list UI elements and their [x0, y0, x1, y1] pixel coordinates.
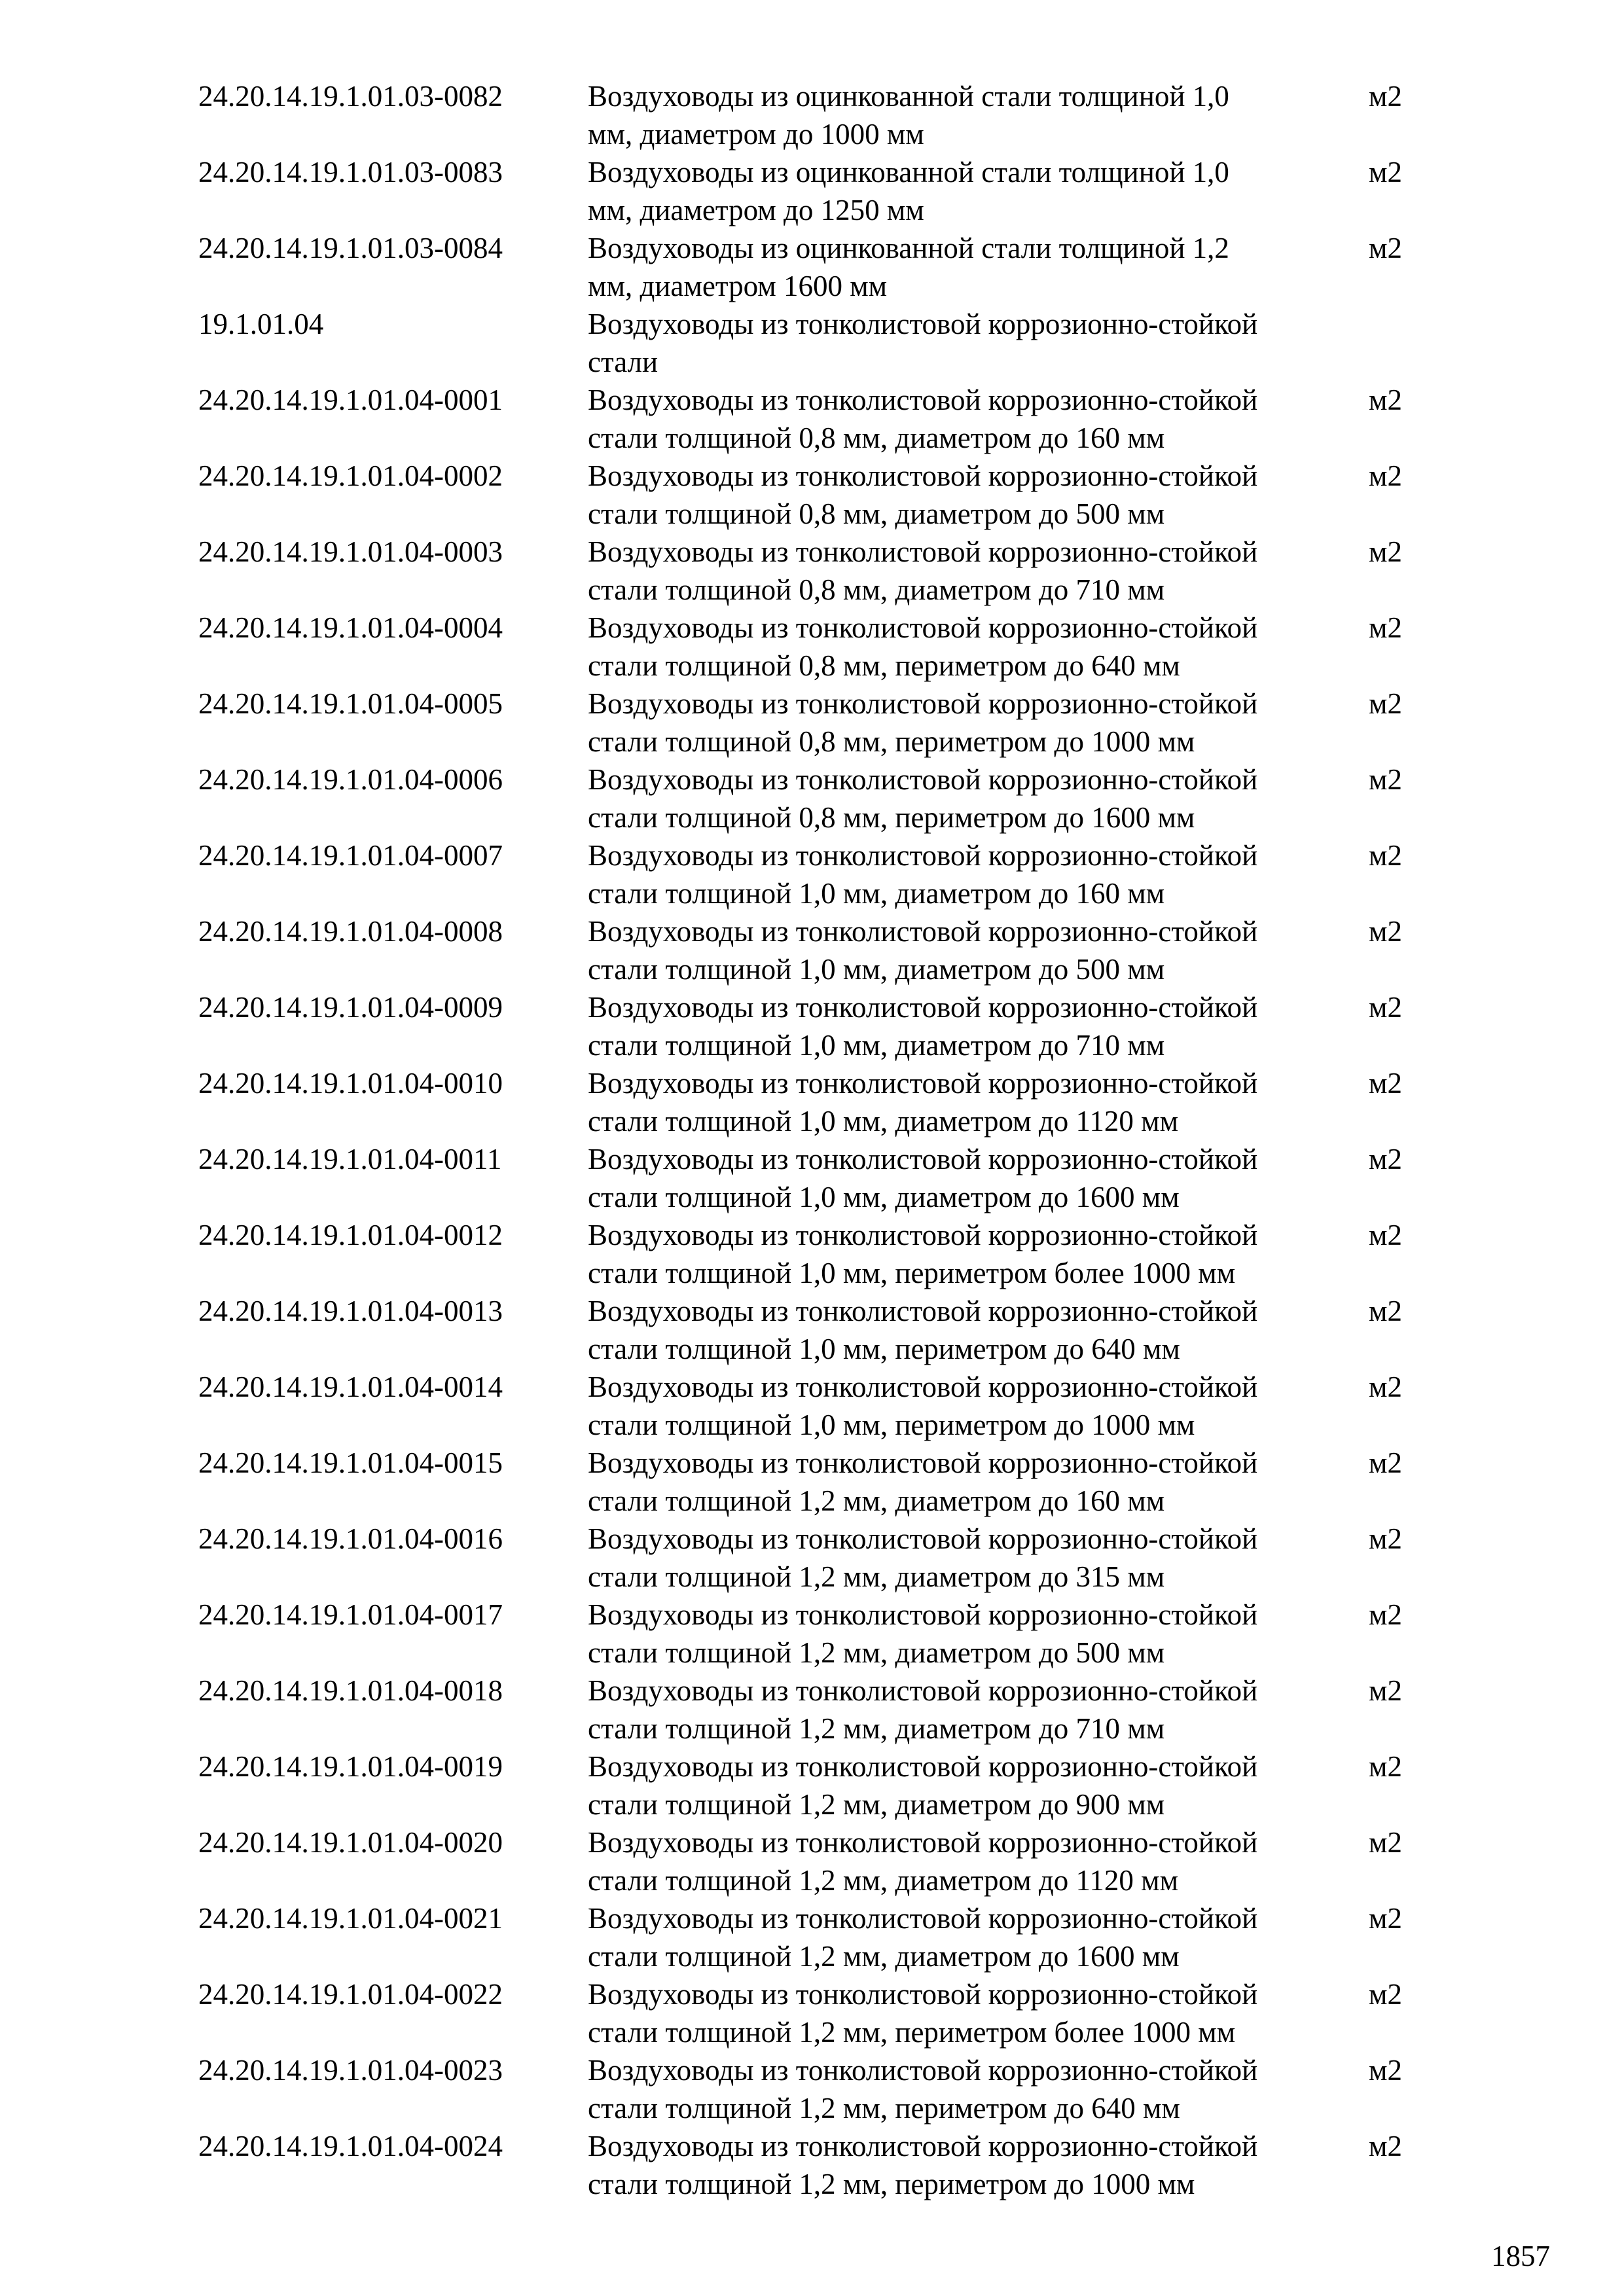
resource-code: 24.20.14.19.1.01.04-0021 [198, 1902, 503, 1935]
resource-code: 24.20.14.19.1.01.04-0008 [198, 915, 503, 948]
unit-of-measure: м2 [1369, 80, 1402, 113]
resource-name [588, 1823, 1369, 1899]
resource-name-line: Воздуховоды из тонколистовой коррозионно-стойкой [588, 1522, 1258, 1555]
unit-of-measure: м2 [1369, 384, 1402, 416]
resource-code: 24.20.14.19.1.01.04-0013 [198, 1295, 503, 1327]
resource-name [588, 229, 1369, 305]
unit-of-measure: м2 [1369, 763, 1402, 796]
resource-name-line: стали толщиной 1,2 мм, периметром более 1000 мм [588, 2016, 1236, 2049]
resource-code: 19.1.01.04 [198, 308, 324, 340]
resource-name-line: Воздуховоды из тонколистовой коррозионно-стойкой [588, 1598, 1258, 1631]
table-row [198, 1899, 1442, 1975]
unit-of-measure: м2 [1369, 459, 1402, 492]
resource-code: 24.20.14.19.1.01.03-0084 [198, 232, 503, 264]
resource-name-line: стали [588, 346, 659, 378]
unit-of-measure: м2 [1369, 1446, 1402, 1479]
resource-name [588, 988, 1369, 1064]
resource-name [588, 77, 1369, 153]
resource-name-line: Воздуховоды из тонколистовой коррозионно-стойкой [588, 2054, 1258, 2087]
table-row [198, 912, 1442, 988]
unit-of-measure: м2 [1369, 1143, 1402, 1175]
table-row [198, 1975, 1442, 2051]
resource-name-line: стали толщиной 1,2 мм, периметром до 640 мм [588, 2092, 1180, 2125]
resource-name-line: Воздуховоды из тонколистовой коррозионно-стойкой [588, 1295, 1258, 1327]
resource-name [588, 1975, 1369, 2051]
table-row [198, 685, 1442, 761]
resource-name [588, 1140, 1369, 1216]
resource-name [588, 533, 1369, 609]
table-row [198, 761, 1442, 836]
resource-code: 24.20.14.19.1.01.04-0011 [198, 1143, 502, 1175]
resource-name-line: Воздуховоды из тонколистовой коррозионно-стойкой [588, 1446, 1258, 1479]
resource-code: 24.20.14.19.1.01.04-0002 [198, 459, 503, 492]
unit-of-measure: м2 [1369, 687, 1402, 720]
resource-name [588, 381, 1369, 457]
resource-name-line: Воздуховоды из тонколистовой коррозионно-стойкой [588, 1219, 1258, 1251]
unit-of-measure: м2 [1369, 1674, 1402, 1707]
resource-name-line: стали толщиной 1,2 мм, диаметром до 500 мм [588, 1636, 1165, 1669]
resource-code: 24.20.14.19.1.01.04-0010 [198, 1067, 503, 1100]
resource-name-line: Воздуховоды из тонколистовой коррозионно-стойкой [588, 1067, 1258, 1100]
table-row [198, 1823, 1442, 1899]
resource-name-line: стали толщиной 1,2 мм, периметром до 1000 мм [588, 2168, 1195, 2200]
resource-code: 24.20.14.19.1.01.04-0001 [198, 384, 503, 416]
unit-of-measure: м2 [1369, 1750, 1402, 1783]
resource-name-line: стали толщиной 1,0 мм, диаметром до 710 мм [588, 1029, 1165, 1062]
resource-code: 24.20.14.19.1.01.04-0018 [198, 1674, 503, 1707]
resource-code: 24.20.14.19.1.01.04-0009 [198, 991, 503, 1024]
resource-code: 24.20.14.19.1.01.04-0004 [198, 611, 503, 644]
price-list-table [198, 77, 1442, 2203]
resource-name-line: Воздуховоды из оцинкованной стали толщиной 1,0 [588, 156, 1229, 188]
resource-name-line: мм, диаметром до 1250 мм [588, 194, 924, 226]
resource-name-line: Воздуховоды из тонколистовой коррозионно-стойкой [588, 839, 1258, 872]
unit-of-measure: м2 [1369, 156, 1402, 188]
resource-code: 24.20.14.19.1.01.04-0023 [198, 2054, 503, 2087]
resource-name-line: стали толщиной 1,0 мм, периметром до 640 мм [588, 1333, 1180, 1365]
table-row [198, 305, 1442, 381]
resource-code: 24.20.14.19.1.01.04-0003 [198, 535, 503, 568]
unit-of-measure: м2 [1369, 1219, 1402, 1251]
resource-name-line: Воздуховоды из тонколистовой коррозионно-стойкой [588, 1371, 1258, 1403]
resource-code: 24.20.14.19.1.01.04-0006 [198, 763, 503, 796]
table-row [198, 1596, 1442, 1672]
resource-name-line: Воздуховоды из тонколистовой коррозионно-стойкой [588, 1750, 1258, 1783]
table-row [198, 77, 1442, 153]
resource-name [588, 1216, 1369, 1292]
resource-name [588, 685, 1369, 761]
resource-name-line: стали толщиной 1,2 мм, диаметром до 710 мм [588, 1712, 1165, 1745]
table-row [198, 1292, 1442, 1368]
resource-name-line: стали толщиной 0,8 мм, диаметром до 710 мм [588, 573, 1165, 606]
table-row [198, 1672, 1442, 1748]
table-row [198, 2127, 1442, 2203]
resource-code: 24.20.14.19.1.01.04-0005 [198, 687, 503, 720]
resource-code: 24.20.14.19.1.01.04-0015 [198, 1446, 503, 1479]
table-row [198, 533, 1442, 609]
resource-code: 24.20.14.19.1.01.03-0083 [198, 156, 503, 188]
resource-code: 24.20.14.19.1.01.04-0016 [198, 1522, 503, 1555]
resource-code: 24.20.14.19.1.01.04-0024 [198, 2130, 503, 2162]
unit-of-measure: м2 [1369, 611, 1402, 644]
resource-name-line: стали толщиной 0,8 мм, диаметром до 500 мм [588, 497, 1165, 530]
table-row [198, 2051, 1442, 2127]
resource-name-line: Воздуховоды из тонколистовой коррозионно-стойкой [588, 611, 1258, 644]
resource-name-line: Воздуховоды из тонколистовой коррозионно-стойкой [588, 1826, 1258, 1859]
resource-code: 24.20.14.19.1.01.04-0014 [198, 1371, 503, 1403]
table-row [198, 1368, 1442, 1444]
unit-of-measure: м2 [1369, 535, 1402, 568]
resource-name-line: стали толщиной 1,0 мм, диаметром до 1600 мм [588, 1181, 1180, 1213]
table-row [198, 1140, 1442, 1216]
resource-name-line: стали толщиной 1,2 мм, диаметром до 1600 мм [588, 1940, 1180, 1973]
resource-name [588, 1444, 1369, 1520]
unit-of-measure: м2 [1369, 1598, 1402, 1631]
resource-name-line: стали толщиной 1,2 мм, диаметром до 160 мм [588, 1484, 1165, 1517]
unit-of-measure: м2 [1369, 2054, 1402, 2087]
unit-of-measure: м2 [1369, 915, 1402, 948]
resource-name-line: Воздуховоды из оцинкованной стали толщиной 1,2 [588, 232, 1229, 264]
resource-name [588, 457, 1369, 533]
resource-name [588, 1748, 1369, 1823]
resource-name-line: Воздуховоды из тонколистовой коррозионно-стойкой [588, 459, 1258, 492]
resource-name [588, 153, 1369, 229]
resource-name-line: стали толщиной 0,8 мм, периметром до 1600 мм [588, 801, 1195, 834]
resource-name-line: Воздуховоды из тонколистовой коррозионно-стойкой [588, 1978, 1258, 2011]
resource-name-line: стали толщиной 1,0 мм, периметром более 1000 мм [588, 1257, 1236, 1289]
resource-name-line: стали толщиной 1,0 мм, периметром до 1000 мм [588, 1408, 1195, 1441]
resource-name [588, 836, 1369, 912]
resource-name-line: Воздуховоды из тонколистовой коррозионно-стойкой [588, 763, 1258, 796]
resource-code: 24.20.14.19.1.01.04-0022 [198, 1978, 503, 2011]
unit-of-measure: м2 [1369, 2130, 1402, 2162]
resource-name-line: Воздуховоды из тонколистовой коррозионно-стойкой [588, 991, 1258, 1024]
resource-name-line: стали толщиной 0,8 мм, диаметром до 160 мм [588, 422, 1165, 454]
table-row [198, 229, 1442, 305]
resource-name [588, 1368, 1369, 1444]
resource-name [588, 2051, 1369, 2127]
resource-name [588, 1899, 1369, 1975]
resource-name-line: стали толщиной 1,0 мм, диаметром до 160 мм [588, 877, 1165, 910]
unit-of-measure: м2 [1369, 1826, 1402, 1859]
resource-name-line: стали толщиной 0,8 мм, периметром до 1000 мм [588, 725, 1195, 758]
resource-name-line: Воздуховоды из тонколистовой коррозионно-стойкой [588, 1674, 1258, 1707]
resource-name-line: стали толщиной 1,0 мм, диаметром до 500 мм [588, 953, 1165, 986]
table-row [198, 988, 1442, 1064]
unit-of-measure: м2 [1369, 1067, 1402, 1100]
table-row [198, 1444, 1442, 1520]
resource-code: 24.20.14.19.1.01.04-0012 [198, 1219, 503, 1251]
resource-name-line: Воздуховоды из тонколистовой коррозионно-стойкой [588, 1902, 1258, 1935]
table-row [198, 1216, 1442, 1292]
resource-code: 24.20.14.19.1.01.04-0020 [198, 1826, 503, 1859]
table-row [198, 1064, 1442, 1140]
resource-name-line: Воздуховоды из тонколистовой коррозионно-стойкой [588, 308, 1258, 340]
resource-name-line: мм, диаметром 1600 мм [588, 270, 888, 302]
resource-name [588, 1596, 1369, 1672]
resource-name-line: Воздуховоды из тонколистовой коррозионно-стойкой [588, 384, 1258, 416]
resource-name-line: стали толщиной 0,8 мм, периметром до 640 мм [588, 649, 1180, 682]
unit-of-measure: м2 [1369, 839, 1402, 872]
unit-of-measure: м2 [1369, 1902, 1402, 1935]
resource-name [588, 912, 1369, 988]
resource-name-line: Воздуховоды из тонколистовой коррозионно-стойкой [588, 2130, 1258, 2162]
resource-name [588, 761, 1369, 836]
resource-name-line: мм, диаметром до 1000 мм [588, 118, 924, 151]
resource-code: 24.20.14.19.1.01.03-0082 [198, 80, 503, 113]
table-row [198, 381, 1442, 457]
resource-name-line: Воздуховоды из тонколистовой коррозионно-стойкой [588, 687, 1258, 720]
table-row [198, 836, 1442, 912]
resource-code: 24.20.14.19.1.01.04-0017 [198, 1598, 503, 1631]
resource-code: 24.20.14.19.1.01.04-0007 [198, 839, 503, 872]
resource-name-line: стали толщиной 1,2 мм, диаметром до 900 мм [588, 1788, 1165, 1821]
resource-name-line: стали толщиной 1,2 мм, диаметром до 315 мм [588, 1560, 1165, 1593]
resource-code: 24.20.14.19.1.01.04-0019 [198, 1750, 503, 1783]
resource-name-line: Воздуховоды из тонколистовой коррозионно-стойкой [588, 535, 1258, 568]
resource-name [588, 1672, 1369, 1748]
table-row [198, 457, 1442, 533]
resource-name [588, 1064, 1369, 1140]
resource-name-line: стали толщиной 1,0 мм, диаметром до 1120 мм [588, 1105, 1179, 1138]
unit-of-measure: м2 [1369, 232, 1402, 264]
unit-of-measure: м2 [1369, 1371, 1402, 1403]
resource-name [588, 1520, 1369, 1596]
unit-of-measure: м2 [1369, 1522, 1402, 1555]
resource-name-line: Воздуховоды из оцинкованной стали толщиной 1,0 [588, 80, 1229, 113]
table-row [198, 153, 1442, 229]
table-row [198, 1520, 1442, 1596]
page-number: 1857 [1491, 2240, 1550, 2272]
unit-of-measure: м2 [1369, 991, 1402, 1024]
table-row [198, 609, 1442, 685]
unit-of-measure: м2 [1369, 1295, 1402, 1327]
resource-name [588, 1292, 1369, 1368]
resource-name [588, 2127, 1369, 2203]
resource-name-line: Воздуховоды из тонколистовой коррозионно-стойкой [588, 915, 1258, 948]
resource-name [588, 305, 1369, 381]
table-row [198, 1748, 1442, 1823]
unit-of-measure: м2 [1369, 1978, 1402, 2011]
resource-name-line: стали толщиной 1,2 мм, диаметром до 1120 мм [588, 1864, 1179, 1897]
resource-name [588, 609, 1369, 685]
resource-name-line: Воздуховоды из тонколистовой коррозионно-стойкой [588, 1143, 1258, 1175]
